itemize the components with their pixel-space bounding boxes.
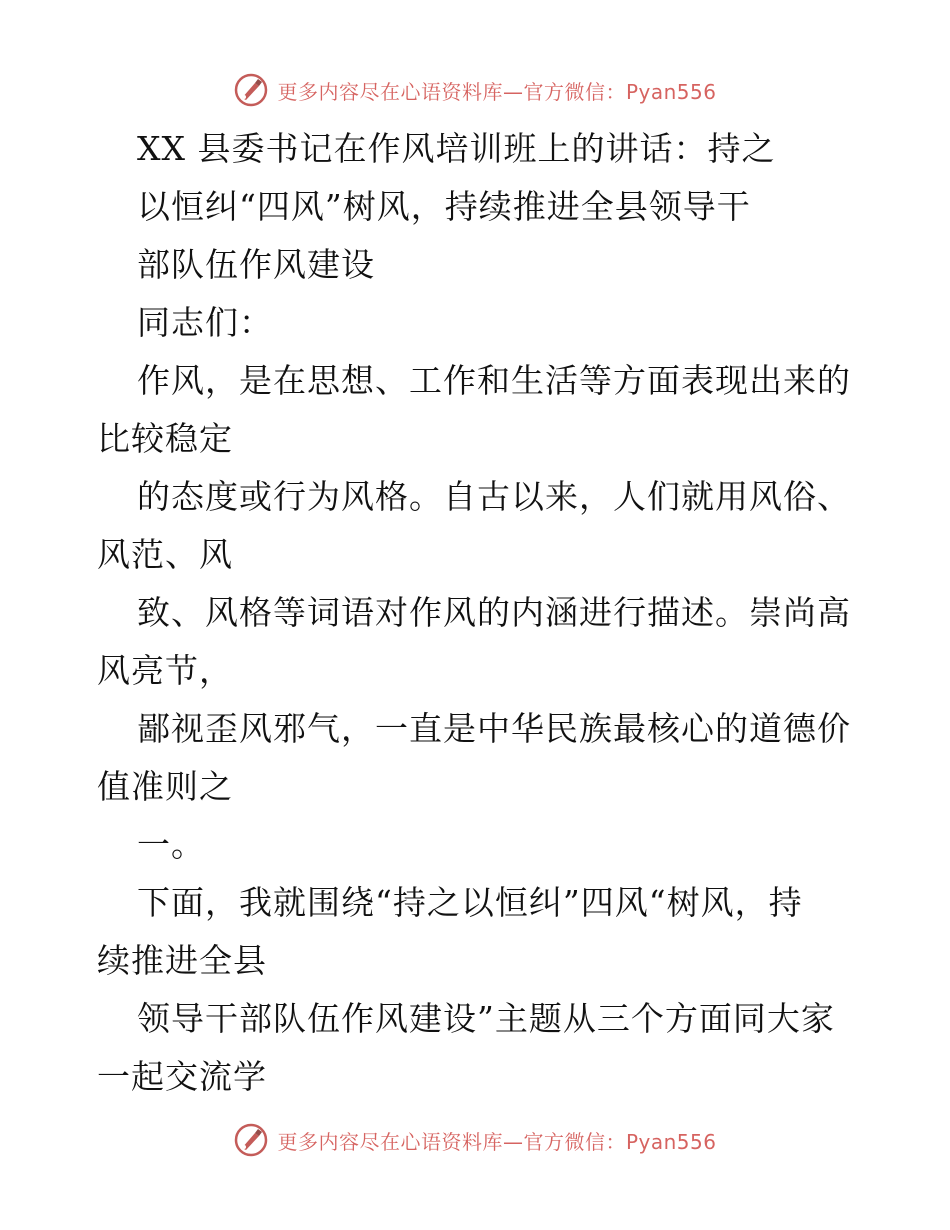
title-line-3: 部队伍作风建设 <box>137 245 375 284</box>
paragraph-line: 下面，我就围绕“持之以恒纠”四风“树风，持 <box>137 883 803 922</box>
watermark-text: 更多内容尽在心语资料库—官方微信：Pyan556 <box>277 1129 717 1154</box>
pen-logo-icon <box>233 1122 269 1158</box>
paragraph-line: 风范、风 <box>97 535 233 574</box>
salutation: 同志们： <box>137 303 273 342</box>
watermark-text: 更多内容尽在心语资料库—官方微信：Pyan556 <box>277 79 717 104</box>
paragraph-line: 比较稳定 <box>97 419 233 458</box>
paragraph-line: 一。 <box>137 825 205 864</box>
header-watermark <box>0 70 950 110</box>
footer-watermark <box>0 1120 950 1160</box>
paragraph-line: 的态度或行为风格。自古以来，人们就用风俗、 <box>137 477 851 516</box>
paragraph-line: 风亮节， <box>97 651 233 690</box>
paragraph-line: 续推进全县 <box>97 941 267 980</box>
paragraph-line: 一起交流学 <box>97 1057 267 1096</box>
pen-logo-icon <box>233 72 269 108</box>
title-line-2: 以恒纠“四风”树风，持续推进全县领导干 <box>137 187 751 226</box>
document-body <box>97 120 857 1106</box>
paragraph-line: 领导干部队伍作风建设”主题从三个方面同大家 <box>137 999 835 1038</box>
paragraph-line: 值准则之 <box>97 767 233 806</box>
paragraph-line: 鄙视歪风邪气，一直是中华民族最核心的道德价 <box>137 709 851 748</box>
paragraph-line: 致、风格等词语对作风的内涵进行描述。崇尚高 <box>137 593 851 632</box>
title-line-1: XX 县委书记在作风培训班上的讲话：持之 <box>137 129 776 168</box>
paragraph-line: 作风，是在思想、工作和生活等方面表现出来的 <box>137 361 851 400</box>
